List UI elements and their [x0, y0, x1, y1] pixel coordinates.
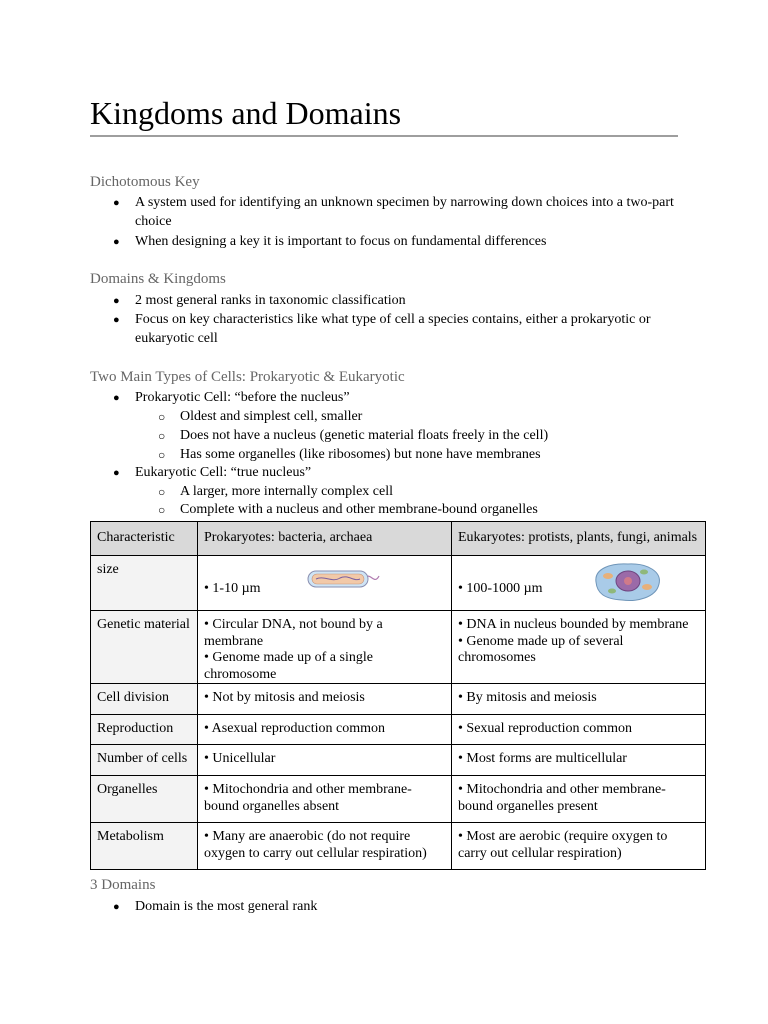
- list-item-text: Domain is the most general rank: [135, 899, 318, 914]
- row-label: [91, 611, 198, 684]
- comparison-table: [90, 521, 706, 870]
- cell-text: • Genome made up of several chromosomes: [458, 633, 624, 665]
- cell-text: • 100-1000 µm: [458, 581, 543, 596]
- sub-list-item: [158, 446, 680, 465]
- list-item: [113, 898, 675, 917]
- cell-text: • Most are aerobic (require oxygen to carry out cellular respiration): [458, 829, 668, 861]
- bullet-icon: ●: [113, 295, 120, 307]
- sub-list-item-text: Does not have a nucleus (genetic material floats freely in the cell): [180, 428, 549, 443]
- list-item: [113, 464, 675, 483]
- table-header-row: [91, 522, 706, 556]
- table-row: [91, 556, 706, 611]
- sub-list-item-text: Oldest and simplest cell, smaller: [180, 409, 363, 424]
- row-label: [91, 823, 198, 870]
- eukaryote-cell: [452, 556, 706, 611]
- bullet-icon: ●: [113, 236, 120, 248]
- bullet-icon: ●: [113, 901, 120, 913]
- list-item-text: 2 most general ranks in taxonomic classification: [135, 293, 406, 308]
- sub-list-item-text: A larger, more internally complex cell: [180, 484, 393, 499]
- sub-list-item-text: Complete with a nucleus and other membrane-bound organelles: [180, 502, 538, 517]
- cell-text: • Mitochondria and other membrane-bound organelles present: [458, 782, 666, 814]
- row-label: [91, 715, 198, 745]
- table-row: [91, 776, 706, 823]
- header-characteristic: Characteristic: [91, 522, 198, 556]
- circle-bullet-icon: ○: [158, 503, 166, 517]
- prokaryote-cell: [198, 684, 452, 715]
- row-label: [91, 684, 198, 715]
- eukaryote-cell: [452, 823, 706, 870]
- eukaryote-cell: [452, 611, 706, 684]
- circle-bullet-icon: ○: [158, 410, 166, 424]
- cell-text: • Genome made up of a single chromosome: [204, 650, 373, 682]
- list-item: [113, 233, 675, 252]
- table-row: [91, 684, 706, 715]
- header-eukaryotes: Eukaryotes: protists, plants, fungi, animals: [452, 522, 706, 556]
- list-item: [113, 292, 675, 311]
- row-label-text: Genetic material: [97, 617, 190, 632]
- list-item-text: Prokaryotic Cell: “before the nucleus”: [135, 390, 350, 405]
- sub-list-item: [158, 483, 680, 502]
- cell-text: • Many are anaerobic (do not require oxygen to carry out cellular respiration): [204, 829, 427, 861]
- bullet-icon: ●: [113, 197, 120, 209]
- row-label-text: Number of cells: [97, 751, 188, 766]
- list-item: [113, 194, 675, 231]
- prokaryote-cell: [198, 745, 452, 776]
- bullet-icon: ●: [113, 392, 120, 404]
- table-row: [91, 823, 706, 870]
- list-item-text: Eukaryotic Cell: “true nucleus”: [135, 465, 312, 480]
- prokaryote-cell: [198, 715, 452, 745]
- heading-three-domains: 3 Domains: [90, 877, 156, 893]
- table-row: [91, 745, 706, 776]
- cell-text: • Mitochondria and other membrane-bound organelles absent: [204, 782, 412, 814]
- row-label-text: Organelles: [97, 782, 158, 797]
- eukaryote-cell: [452, 684, 706, 715]
- eukaryote-cell: [452, 715, 706, 745]
- prokaryote-cell: [198, 823, 452, 870]
- circle-bullet-icon: ○: [158, 485, 166, 499]
- list-item-text: When designing a key it is important to focus on fundamental differences: [135, 234, 547, 249]
- bacterium-icon: [306, 566, 380, 592]
- list-item: [113, 389, 675, 408]
- heading-domains-kingdoms: Domains & Kingdoms: [90, 271, 226, 287]
- circle-bullet-icon: ○: [158, 429, 166, 443]
- eukaryote-cell: [452, 776, 706, 823]
- list-item: [113, 311, 675, 348]
- bullet-icon: ●: [113, 314, 120, 326]
- sub-list-item: [158, 501, 680, 520]
- row-label-text: Metabolism: [97, 829, 164, 844]
- cell-text: • Circular DNA, not bound by a membrane: [204, 617, 383, 649]
- title-rule: [90, 135, 678, 137]
- list-item-text: Focus on key characteristics like what type of cell a species contains, either a prokaryotic or eukaryotic cell: [135, 312, 651, 346]
- cell-text: • Not by mitosis and meiosis: [204, 690, 365, 705]
- cell-text: • Asexual reproduction common: [204, 721, 386, 736]
- table-row: [91, 715, 706, 745]
- eukaryotic-cell-icon: [590, 560, 664, 604]
- cell-text: • DNA in nucleus bounded by membrane: [458, 617, 689, 632]
- cell-text: • Sexual reproduction common: [458, 721, 633, 736]
- prokaryote-cell: [198, 556, 452, 611]
- prokaryote-cell: [198, 611, 452, 684]
- row-label: [91, 556, 198, 611]
- heading-dichotomous-key: Dichotomous Key: [90, 174, 200, 190]
- header-prokaryotes: Prokaryotes: bacteria, archaea: [198, 522, 452, 556]
- prokaryote-cell: [198, 776, 452, 823]
- row-label: [91, 745, 198, 776]
- cell-text: • Unicellular: [204, 751, 276, 766]
- cell-text: • 1-10 µm: [204, 581, 261, 596]
- row-label: [91, 776, 198, 823]
- heading-cell-types: Two Main Types of Cells: Prokaryotic & Eukaryotic: [90, 369, 405, 385]
- bullet-icon: ●: [113, 467, 120, 479]
- row-label-text: Cell division: [97, 690, 169, 705]
- page-title: Kingdoms and Domains: [90, 95, 402, 131]
- sub-list-item: [158, 427, 680, 446]
- row-label-text: size: [97, 562, 119, 577]
- cell-text: • By mitosis and meiosis: [458, 690, 597, 705]
- circle-bullet-icon: ○: [158, 448, 166, 462]
- row-label-text: Reproduction: [97, 721, 174, 736]
- eukaryote-cell: [452, 745, 706, 776]
- sub-list-item-text: Has some organelles (like ribosomes) but none have membranes: [180, 447, 541, 462]
- cell-text: • Most forms are multicellular: [458, 751, 627, 766]
- sub-list-item: [158, 408, 680, 427]
- table-row: [91, 611, 706, 684]
- list-item-text: A system used for identifying an unknown specimen by narrowing down choices into a two-part choice: [135, 195, 674, 229]
